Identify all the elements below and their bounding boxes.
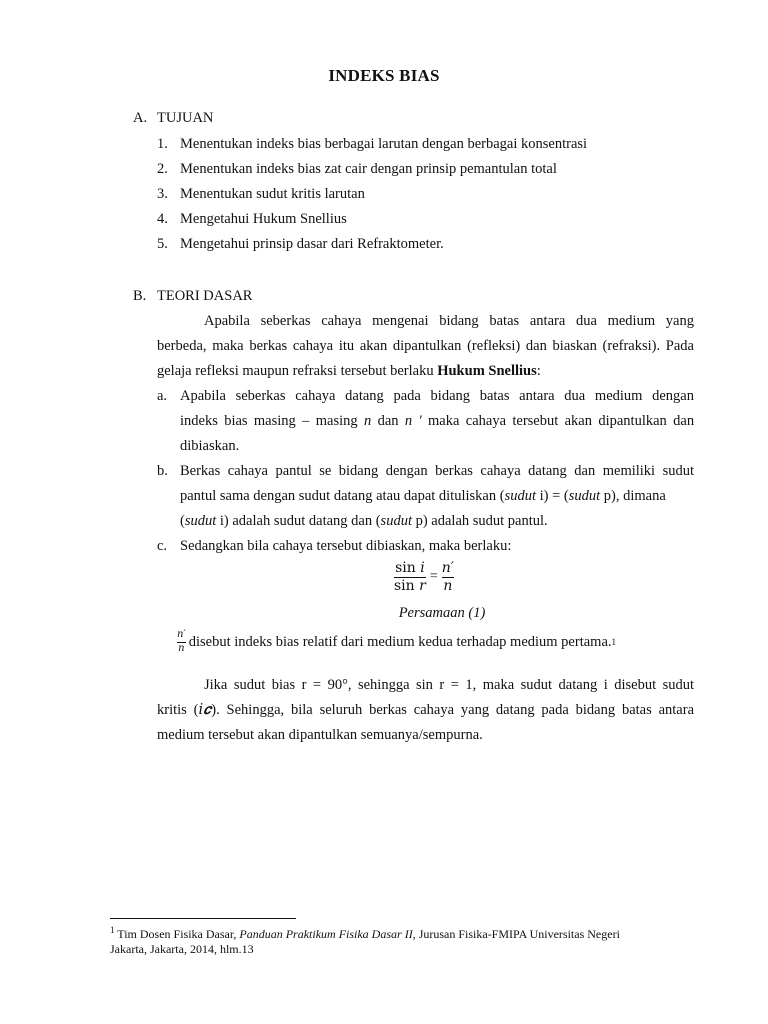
section-b-marker: B. xyxy=(133,288,147,304)
paragraph-line xyxy=(180,413,694,430)
paragraph-text: pantul sama dengan sudut datang atau dapat dituliskan ( xyxy=(180,488,505,504)
fraction-relative xyxy=(177,630,186,654)
list-item: Menentukan indeks bias zat cair dengan prinsip pemantulan total xyxy=(180,161,557,177)
paragraph-text: indeks bias masing – masing xyxy=(180,413,358,429)
footnote-text: Jurusan Fisika-FMIPA Universitas Negeri xyxy=(415,927,620,941)
paragraph-text: kritis ( xyxy=(157,702,199,718)
paragraph-line: Berkas cahaya pantul se bidang dengan berkas cahaya datang dan memiliki sudut xyxy=(180,463,694,479)
paragraph-text: p) adalah sudut pantul. xyxy=(411,513,548,529)
list-marker-b: b. xyxy=(157,463,168,479)
footnote-line xyxy=(110,925,620,942)
footnote-rule xyxy=(110,918,296,919)
footnote-ref: 1 xyxy=(611,637,616,647)
equals-sign: = xyxy=(429,569,438,585)
paragraph-text: i) = ( xyxy=(535,488,569,504)
list-item-number: 2. xyxy=(157,161,168,177)
paragraph-text: gelaja refleksi maupun refraksi tersebut berlaku xyxy=(157,363,434,379)
section-a-heading: TUJUAN xyxy=(157,110,214,126)
relative-index-line xyxy=(177,630,616,654)
paragraph-text: maka cahaya tersebut akan dipantulkan dan xyxy=(428,413,695,429)
list-item-number: 3. xyxy=(157,186,168,202)
footnote-text: Tim Dosen Fisika Dasar, xyxy=(114,927,240,941)
symbol-n: n xyxy=(363,413,372,429)
list-item: Menentukan sudut kritis larutan xyxy=(180,186,365,202)
symbol-ic: 𝑖𝒄 xyxy=(198,702,212,718)
list-item-number: 4. xyxy=(157,211,168,227)
paragraph-text: i) adalah sudut datang dan ( xyxy=(216,513,381,529)
list-item: Mengetahui prinsip dasar dari Refraktometer. xyxy=(180,236,444,252)
numerator: 𝑛′ xyxy=(441,560,454,576)
paragraph-line xyxy=(157,702,694,719)
denominator: sin 𝑟 xyxy=(394,577,426,594)
section-b-heading: TEORI DASAR xyxy=(157,288,253,304)
paragraph-text: dan xyxy=(377,413,399,429)
list-marker-c: c. xyxy=(157,538,168,554)
page-title: INDEKS BIAS xyxy=(328,66,440,85)
footnote-book-title: Panduan Praktikum Fisika Dasar II, xyxy=(239,927,416,941)
footnote-marker: 1 xyxy=(110,925,115,935)
paragraph-line: Sedangkan bila cahaya tersebut dibiaskan, maka berlaku: xyxy=(180,538,512,554)
list-item: Mengetahui Hukum Snellius xyxy=(180,211,347,227)
list-item-number: 5. xyxy=(157,236,168,252)
symbol-n-prime: n ′ xyxy=(404,413,422,429)
paragraph-line: berbeda, maka berkas cahaya itu akan dipantulkan (refleksi) dan biaskan (refraksi). Pada xyxy=(157,338,694,354)
paragraph-line xyxy=(180,488,666,505)
list-marker-a: a. xyxy=(157,388,168,404)
paragraph-line: Apabila seberkas cahaya mengenai bidang batas antara dua medium yang xyxy=(204,313,694,329)
paragraph-line: Apabila seberkas cahaya datang pada bidang batas antara dua medium dengan xyxy=(180,388,694,404)
paragraph-text: p), dimana xyxy=(600,488,666,504)
paragraph-text: disebut indeks bias relatif dari medium kedua terhadap medium pertama. xyxy=(188,633,612,650)
equation-caption: Persamaan (1) xyxy=(398,605,486,621)
paragraph-line: medium tersebut akan dipantulkan semuanya/sempurna. xyxy=(157,727,483,743)
snell-equation xyxy=(394,561,454,593)
hukum-snellius-term: Hukum Snellius xyxy=(437,363,537,379)
sudut-term: sudut xyxy=(568,488,601,504)
footnote-line: Jakarta, Jakarta, 2014, hlm.13 xyxy=(110,942,254,956)
numerator: 𝑛′ xyxy=(177,629,186,640)
paragraph-line xyxy=(180,513,548,530)
list-item-number: 1. xyxy=(157,136,168,152)
paragraph-text: ). Sehingga, bila seluruh berkas cahaya yang datang pada bidang batas antara xyxy=(211,702,695,718)
paragraph-text: ( xyxy=(180,513,185,529)
colon: : xyxy=(536,363,541,379)
section-a-marker: A. xyxy=(133,110,148,126)
paragraph-line: Jika sudut bias r = 90°, sehingga sin r = 1, maka sudut datang i disebut sudut xyxy=(204,677,694,693)
paragraph-line: dibiaskan. xyxy=(180,438,240,454)
paragraph-line xyxy=(157,363,541,380)
denominator: 𝑛 xyxy=(443,577,453,594)
sudut-term: sudut xyxy=(184,513,217,529)
numerator: sin 𝑖 xyxy=(395,560,425,576)
sudut-term: sudut xyxy=(380,513,412,529)
list-item: Menentukan indeks bias berbagai larutan dengan berbagai konsentrasi xyxy=(180,136,588,152)
fraction-n xyxy=(442,561,454,593)
fraction-sin xyxy=(394,561,426,593)
sudut-term: sudut xyxy=(504,488,536,504)
denominator: 𝑛 xyxy=(178,642,185,654)
